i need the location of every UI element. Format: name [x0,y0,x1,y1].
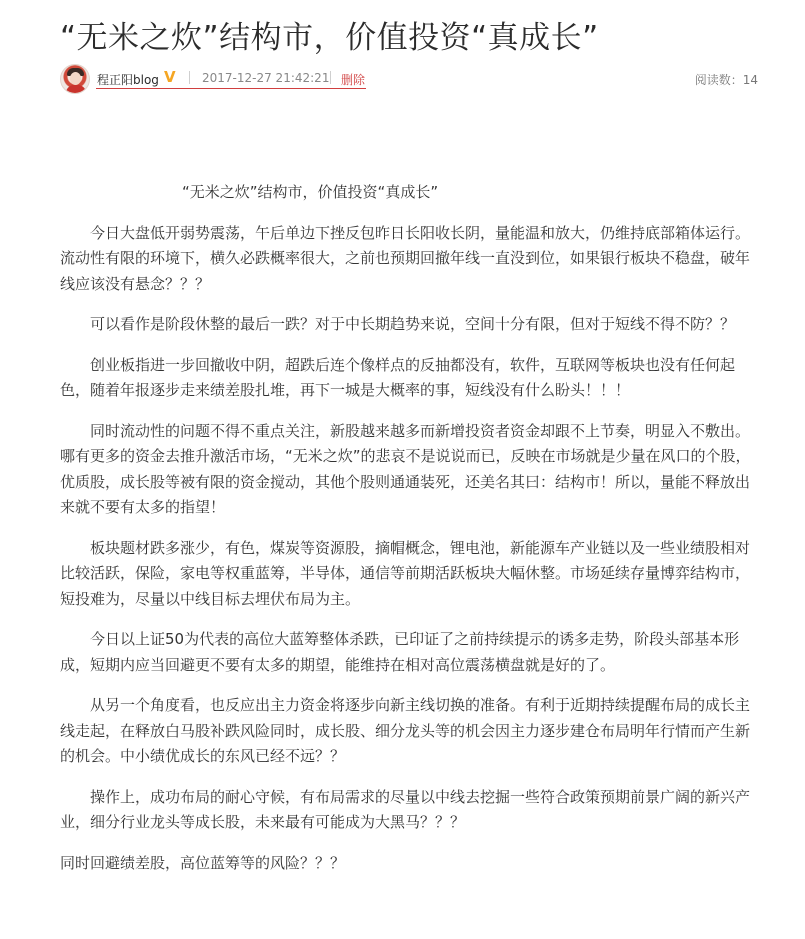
article-paragraph: 同时流动性的问题不得不重点关注，新股越来越多而新增投资者资金却跟不上节奏，明显入不敷出。哪有更多的资金去推升激活市场，“无米之炊”的悲哀不是说说而已，反映在市场就是少量在风口的个股，优质股，成长股等被有限的资金搅动，其他个股则通通装死，还美名其曰：结构市！所以，量能不释放出来就不要有太多的指望！ [60,421,751,516]
meta-underline [96,88,366,89]
article-meta-bar [60,64,760,92]
publish-timestamp: 2017-12-27 21:42:21 [202,71,330,85]
article-paragraph: 同时回避绩差股，高位蓝筹等的风险？？？ [60,853,346,872]
article-subtitle: “无米之炊”结构市，价值投资“真成长” [182,183,439,201]
article-title: “无米之炊”结构市，价值投资“真成长” [60,20,599,56]
delete-link[interactable]: 删除 [341,73,366,87]
read-count: 阅读数：14 [694,73,758,87]
article-paragraph: 今日大盘低开弱势震荡，午后单边下挫反包昨日长阳收长阴，量能温和放大，仍维持底部箱体运行。流动性有限的环境下，横久必跌概率很大，之前也预期回撤年线一直没到位，如果银行板块不稳盘，破年线应该没有悬念？？？ [60,223,751,293]
article-paragraph: 从另一个角度看，也反应出主力资金将逐步向新主线切换的准备。有利于近期持续提醒布局的成长主线走起，在释放白马股补跌风险同时，成长股、细分龙头等的机会因主力逐步建仓布局明年行情而产生新的机会。中小绩优成长的东风已经不远？？ [60,696,751,765]
article-paragraph: 板块题材跌多涨少，有色，煤炭等资源股，摘帽概念，锂电池，新能源车产业链以及一些业绩股相对比较活跃，保险，家电等权重蓝筹，半导体，通信等前期活跃板块大幅休整。市场延续存量博弈结构市，短投难为，尽量以中线目标去埋伏布局为主。 [60,538,751,608]
article-paragraph: 可以看作是阶段休整的最后一跌？对于中长期趋势来说，空间十分有限，但对于短线不得不防？？ [90,315,736,333]
author-name-link[interactable]: 程正阳blog [97,73,159,87]
article-body [60,180,760,891]
meta-divider [330,71,331,84]
author-avatar[interactable] [60,64,90,94]
article-paragraph: 今日以上证50为代表的高位大蓝筹整体杀跌，已印证了之前持续提示的诱多走势，阶段头部基本形成，短期内应当回避更不要有太多的期望，能维持在相对高位震荡横盘就是好的了。 [60,630,740,674]
article-paragraph: 操作上，成功布局的耐心守候，有布局需求的尽量以中线去挖掘一些符合政策预期前景广阔的新兴产业，细分行业龙头等成长股，未来最有可能成为大黑马？？？ [60,787,751,831]
article-paragraph: 创业板指进一步回撤收中阴，超跌后连个像样点的反抽都没有，软件，互联网等板块也没有任何起色，随着年报逐步走来绩差股扎堆，再下一城是大概率的事，短线没有什么盼头！！！ [60,355,736,399]
meta-divider [189,71,190,84]
verified-badge-icon: V [164,68,176,86]
